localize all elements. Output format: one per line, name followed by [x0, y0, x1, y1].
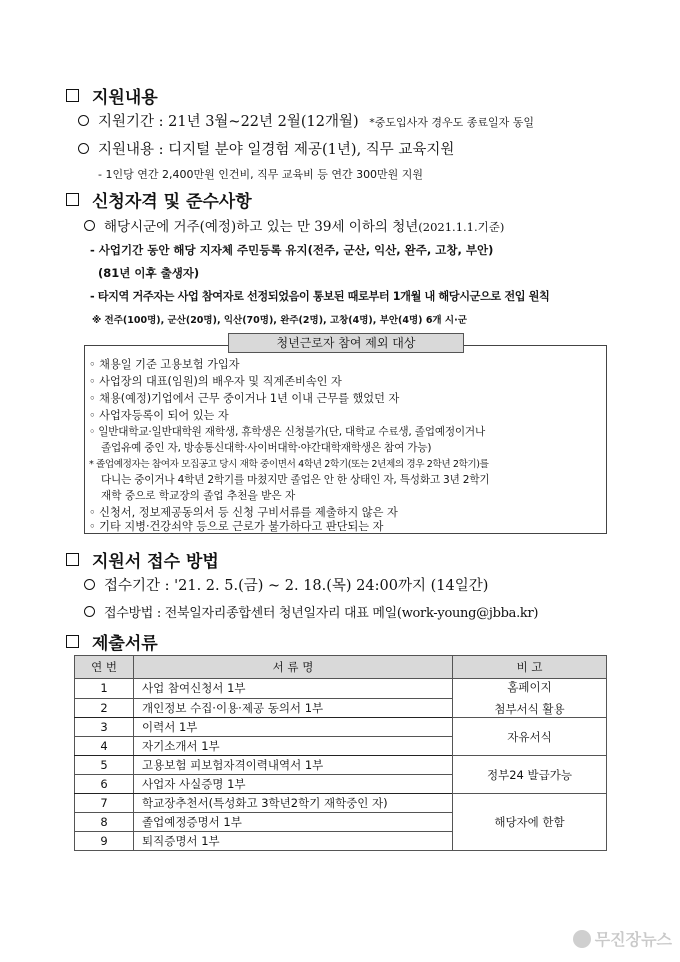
row-note-applicable: 해당자에 한함 — [453, 794, 607, 851]
circle-bullet-icon — [78, 143, 89, 154]
row-num: 5 — [75, 756, 134, 775]
row-name: 고용보험 피보험자격이력내역서 1부 — [134, 756, 453, 775]
row-num: 6 — [75, 775, 134, 794]
header-num: 연 번 — [75, 656, 134, 679]
circle-bullet-icon — [84, 220, 95, 231]
row-name: 학교장추천서(특성화고 3학년2학기 재학중인 자) — [134, 794, 453, 813]
row-num: 7 — [75, 794, 134, 813]
exclusion-footnote-cont: 재학 중으로 학교장의 졸업 추천을 받은 자 — [101, 490, 296, 502]
watermark-logo-icon — [573, 930, 591, 948]
section-title-eligibility: 신청자격 및 준수사항 — [66, 187, 252, 212]
table-row — [75, 756, 607, 775]
section-title-documents: 제출서류 — [66, 629, 158, 654]
eligibility-main: 해당시군에 거주(예정)하고 있는 만 39세 이하의 청년(2021.1.1.기준) — [84, 215, 504, 235]
row-name: 사업 참여신청서 1부 — [134, 679, 453, 699]
eligibility-note: ※ 전주(100명), 군산(20명), 익산(70명), 완주(2명), 고창(4명), 부안(4명) 6개 시·군 — [92, 315, 467, 326]
application-method: 접수방법 : 전북일자리종합센터 청년일자리 대표 메일(work-young@jbba.kr) — [84, 602, 538, 621]
row-num: 8 — [75, 813, 134, 832]
eligibility-item-2: - 타지역 거주자는 사업 참여자로 선정되었음이 통보된 때로부터 1개월 내 해당시군으로 전입 원칙 — [90, 290, 550, 303]
table-header-row — [75, 656, 607, 679]
circle-bullet-icon — [78, 115, 89, 126]
checkbox-square-icon — [66, 89, 79, 102]
checkbox-square-icon — [66, 635, 79, 648]
eligibility-item-1: - 사업기간 동안 해당 지자체 주민등록 유지(전주, 군산, 익산, 완주, 고창, 부안) — [90, 243, 494, 257]
row-num: 1 — [75, 679, 134, 699]
exclusion-item-cont: 졸업유예 중인 자, 방송통신대학·사이버대학·야간대학재학생은 참여 가능) — [101, 442, 432, 454]
support-content: 지원내용 : 디지털 분야 일경험 제공(1년), 직무 교육지원 — [78, 138, 454, 159]
row-num: 3 — [75, 718, 134, 737]
support-period: 지원기간 : 21년 3월~22년 2월(12개월) *중도입사자 경우도 종료일자 동일 — [78, 110, 534, 131]
eligibility-item-1-cont: (81년 이후 출생자) — [98, 266, 200, 280]
exclusion-header: 청년근로자 참여 제외 대상 — [228, 333, 464, 353]
checkbox-square-icon — [66, 193, 79, 206]
support-period-note: *중도입사자 경우도 종료일자 동일 — [369, 116, 535, 129]
exclusion-item: ◦ 신청서, 정보제공동의서 등 신청 구비서류를 제출하지 않은 자 — [89, 506, 398, 519]
support-content-detail: - 1인당 연간 2,400만원 인건비, 직무 교육비 등 연간 300만원 지원 — [98, 168, 424, 181]
table-row — [75, 794, 607, 813]
row-name: 사업자 사실증명 1부 — [134, 775, 453, 794]
row-note-homepage: 홈페이지 첨부서식 활용 — [453, 679, 607, 718]
checkbox-square-icon — [66, 553, 79, 566]
row-num: 4 — [75, 737, 134, 756]
row-name: 이력서 1부 — [134, 718, 453, 737]
exclusion-item: ◦ 사업자등록이 되어 있는 자 — [89, 409, 229, 422]
documents-table — [74, 655, 607, 851]
watermark: 무진장뉴스 — [573, 927, 672, 950]
table-row — [75, 679, 607, 699]
row-name: 퇴직증명서 1부 — [134, 832, 453, 851]
exclusion-item: ◦ 채용일 기준 고용보험 가입자 — [89, 358, 240, 371]
circle-bullet-icon — [84, 606, 95, 617]
application-period: 접수기간 : '21. 2. 5.(금) ~ 2. 18.(목) 24:00까지 (14일간) — [84, 574, 488, 595]
circle-bullet-icon — [84, 579, 95, 590]
row-name: 졸업예정증명서 1부 — [134, 813, 453, 832]
section-title-application: 지원서 접수 방법 — [66, 547, 219, 572]
row-num: 9 — [75, 832, 134, 851]
table-row — [75, 718, 607, 737]
exclusion-item: ◦ 사업장의 대표(임원)의 배우자 및 직계존비속인 자 — [89, 375, 342, 388]
section-title-support: 지원내용 — [66, 83, 158, 108]
header-name: 서 류 명 — [134, 656, 453, 679]
exclusion-footnote-cont: 다니는 중이거나 4학년 2학기를 마쳤지만 졸업은 안 한 상태인 자, 특성화고 3년 2학기 — [101, 474, 490, 486]
exclusion-item: ◦ 일반대학교·일반대학원 재학생, 휴학생은 신청불가(단, 대학교 수료생, 졸업예정이거나 — [89, 426, 485, 438]
exclusion-item: ◦ 기타 지병·건강쇠약 등으로 근로가 불가하다고 판단되는 자 — [89, 520, 384, 533]
exclusion-footnote: * 졸업예정자는 참여자 모집공고 당시 재학 중이면서 4학년 2학기(또는 2년제의 경우 2학년 2학기)를 — [89, 459, 489, 470]
row-name: 개인정보 수집·이용·제공 동의서 1부 — [134, 698, 453, 718]
row-note-gov24: 정부24 발급가능 — [453, 756, 607, 794]
row-num: 2 — [75, 698, 134, 718]
exclusion-item: ◦ 채용(예정)기업에서 근무 중이거나 1년 이내 근무를 했었던 자 — [89, 392, 400, 405]
row-name: 자기소개서 1부 — [134, 737, 453, 756]
header-note: 비 고 — [453, 656, 607, 679]
row-note-free-form: 자유서식 — [453, 718, 607, 756]
